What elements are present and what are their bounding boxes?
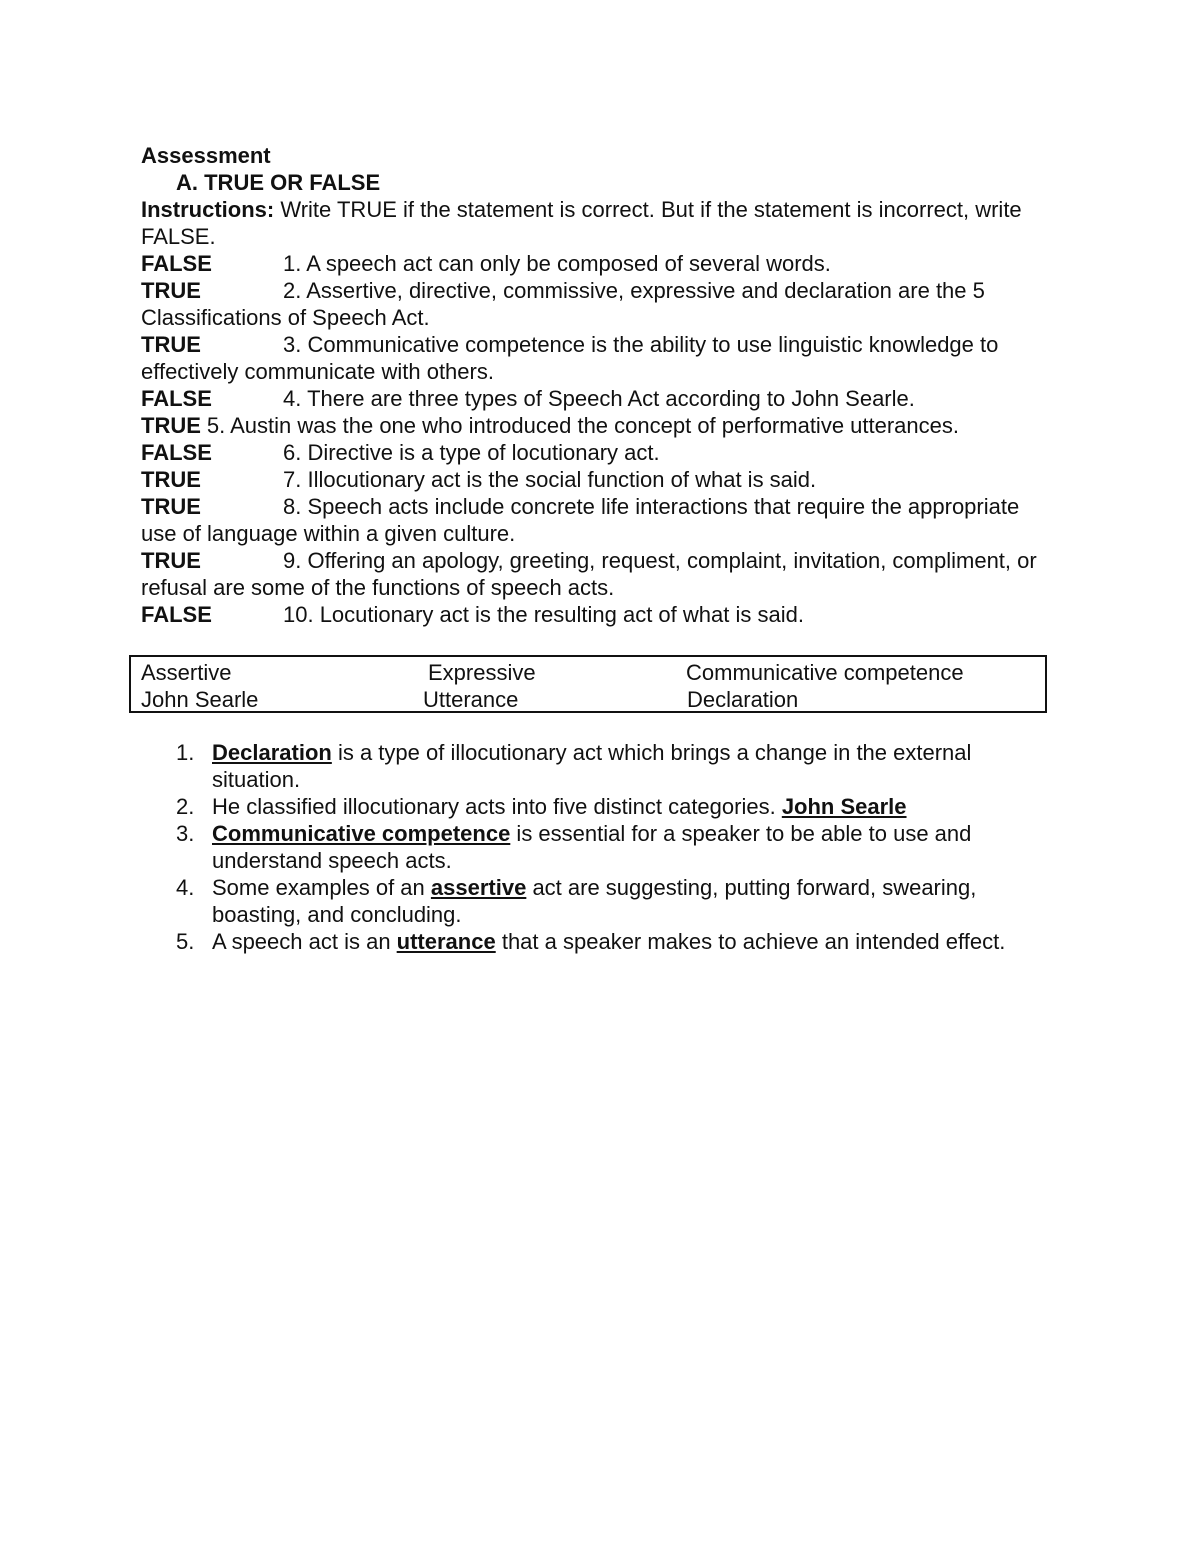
item-number: 2. <box>176 794 195 819</box>
tf-statement: 9. Offering an apology, greeting, request, complaint, invitation, compliment, or refusal are some of the functions of speech acts. <box>141 548 1037 600</box>
tf-answer: TRUE <box>141 413 201 438</box>
tf-item <box>141 250 1051 277</box>
tf-item <box>141 547 1051 601</box>
word-bank-term: Communicative competence <box>686 660 964 685</box>
true-false-section <box>141 142 1051 628</box>
item-answer: Declaration <box>212 740 332 765</box>
item-number: 4. <box>176 875 195 900</box>
tf-answer: FALSE <box>141 386 212 411</box>
tf-answer: FALSE <box>141 440 212 465</box>
tf-statement: 5. Austin was the one who introduced the concept of performative utterances. <box>206 413 960 438</box>
item-text-before: A speech act is an <box>212 929 397 954</box>
word-bank-term: Utterance <box>423 687 519 712</box>
list-item <box>141 820 1041 874</box>
tf-statement: 10. Locutionary act is the resulting act of what is said. <box>283 602 804 627</box>
item-answer: utterance <box>396 929 496 954</box>
tf-item <box>141 331 1051 385</box>
item-number: 5. <box>176 929 195 954</box>
tf-answer: TRUE <box>141 278 201 303</box>
instructions <box>141 196 1051 250</box>
word-bank-term: Expressive <box>428 660 536 685</box>
tf-statement: 2. Assertive, directive, commissive, expressive and declaration are the 5 Classifications of Speech Act. <box>141 278 985 330</box>
tf-answer: TRUE <box>141 332 201 357</box>
page-title: Assessment <box>141 143 271 168</box>
tf-answer: FALSE <box>141 251 212 276</box>
item-number: 1. <box>176 740 195 765</box>
tf-answer: TRUE <box>141 548 201 573</box>
item-text-before: He classified illocutionary acts into five distinct categories. <box>212 794 782 819</box>
tf-item <box>141 601 1051 628</box>
item-answer: John Searle <box>781 794 907 819</box>
tf-item <box>141 412 1051 439</box>
item-text-after: act are suggesting, putting forward, swearing, boasting, and concluding. <box>212 875 977 927</box>
tf-statement: 6. Directive is a type of locutionary act. <box>283 440 660 465</box>
tf-item <box>141 493 1051 547</box>
tf-item <box>141 277 1051 331</box>
instructions-text: Write TRUE if the statement is correct. But if the statement is incorrect, write FALSE. <box>141 197 1022 249</box>
item-answer: assertive <box>430 875 527 900</box>
instructions-label: Instructions: <box>141 197 275 222</box>
tf-statement: 1. A speech act can only be composed of several words. <box>283 251 831 276</box>
tf-answer: TRUE <box>141 494 201 519</box>
item-text-after: is a type of illocutionary act which brings a change in the external situation. <box>212 740 972 792</box>
tf-statement: 3. Communicative competence is the ability to use linguistic knowledge to effectively communicate with others. <box>141 332 999 384</box>
list-item <box>141 793 1041 820</box>
item-text-before: Some examples of an <box>212 875 431 900</box>
list-item <box>141 874 1041 928</box>
fill-in-list <box>141 739 1041 955</box>
tf-item <box>141 385 1051 412</box>
tf-statement: 8. Speech acts include concrete life interactions that require the appropriate use of language within a given culture. <box>141 494 1020 546</box>
item-text-after: that a speaker makes to achieve an intended effect. <box>495 929 1006 954</box>
tf-statement: 4. There are three types of Speech Act according to John Searle. <box>283 386 915 411</box>
word-bank-term: John Searle <box>141 687 259 712</box>
item-number: 3. <box>176 821 195 846</box>
word-bank-term: Declaration <box>687 687 799 712</box>
list-item <box>141 739 1041 793</box>
section-title: A. TRUE OR FALSE <box>176 170 381 195</box>
tf-statement: 7. Illocutionary act is the social function of what is said. <box>283 467 817 492</box>
word-bank <box>129 655 1047 713</box>
tf-item <box>141 439 1051 466</box>
item-text-after: is essential for a speaker to be able to use and understand speech acts. <box>212 821 972 873</box>
word-bank-term: Assertive <box>141 660 232 685</box>
tf-item <box>141 466 1051 493</box>
tf-answer: TRUE <box>141 467 201 492</box>
item-answer: Communicative competence <box>212 821 511 846</box>
list-item <box>141 928 1041 955</box>
tf-answer: FALSE <box>141 602 212 627</box>
